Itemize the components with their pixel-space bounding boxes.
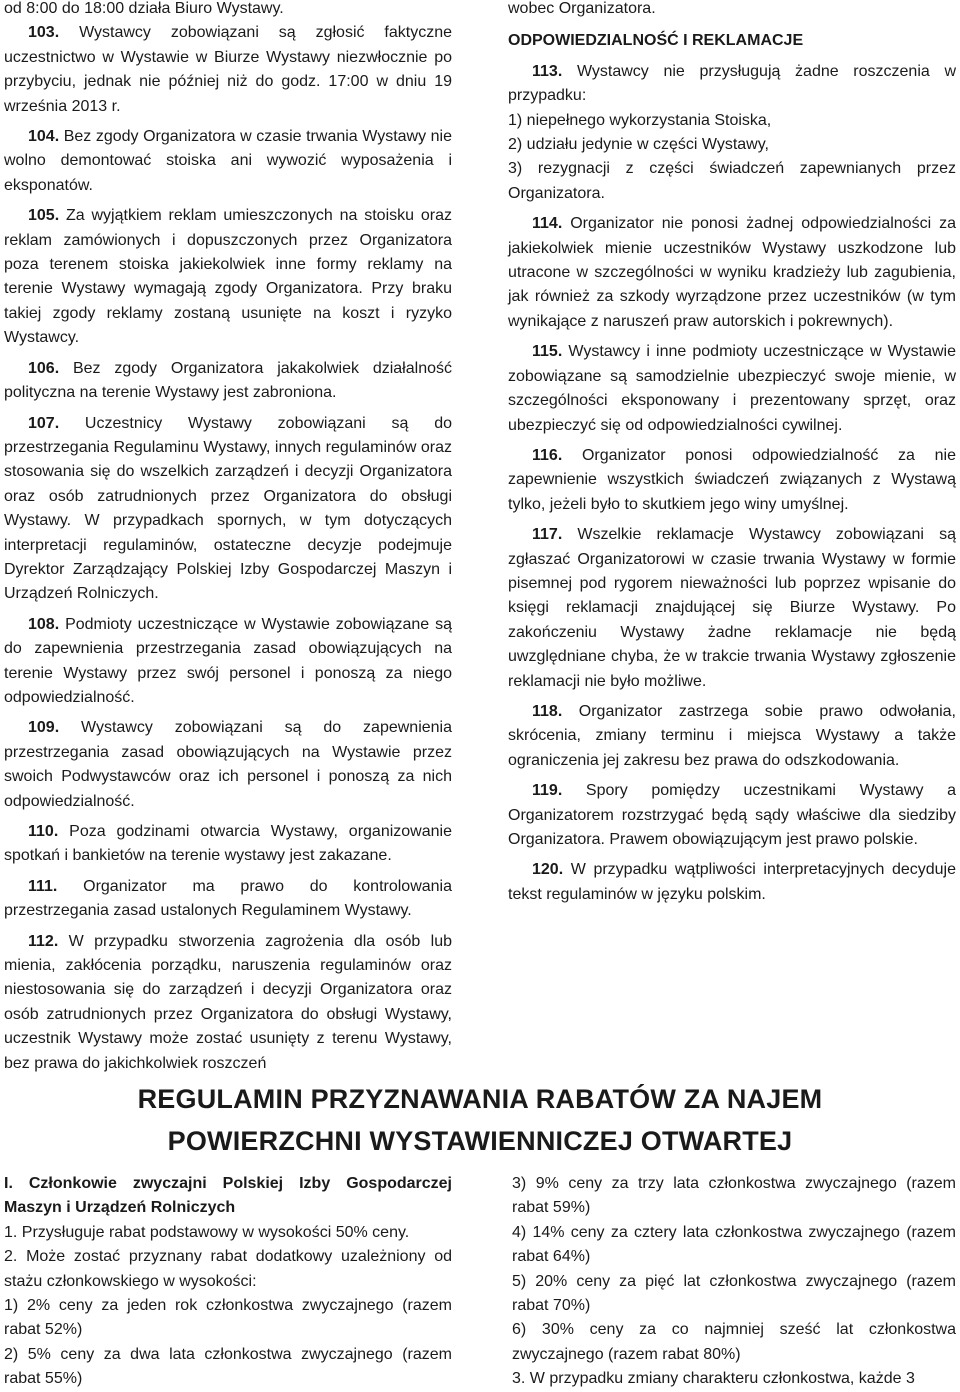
paragraph-number: 106. bbox=[28, 359, 60, 377]
paragraph-120 bbox=[508, 858, 956, 907]
discount-section-left bbox=[4, 1172, 452, 1392]
paragraph-111 bbox=[4, 875, 452, 924]
list-item: 2) udziału jedynie w części Wystawy, bbox=[508, 136, 769, 154]
right-column bbox=[508, 0, 956, 913]
paragraph-number: 104. bbox=[28, 128, 60, 146]
paragraph-105 bbox=[4, 204, 452, 350]
paragraph-117 bbox=[508, 523, 956, 694]
title-line-2: POWIERZCHNI WYSTAWIENNICZEJ OTWARTEJ bbox=[167, 1126, 793, 1156]
paragraph-text: Bez zgody Organizatora jakakolwiek działalność polityczna na terenie Wystawy jest zabroniona. bbox=[4, 359, 452, 402]
paragraph-text: Poza godzinami otwarcia Wystawy, organizowanie spotkań i bankietów na terenie wystawy jest zakazane. bbox=[4, 823, 452, 865]
paragraph-116 bbox=[508, 444, 956, 517]
right-intro: wobec Organizatora. bbox=[508, 0, 656, 17]
title-line-1: REGULAMIN PRZYZNAWANIA RABATÓW ZA NAJEM bbox=[137, 1084, 823, 1114]
paragraph-103 bbox=[4, 21, 452, 119]
paragraph-text: Wystawcy i inne podmioty uczestniczące w Wystawie zobowiązane są samodzielnie ubezpieczyć swoje mienie, w szczególności eksponowany i prezentowany sprzęt, oraz ubezpieczyć się od odpowiedzialności cywilnej. bbox=[508, 343, 956, 434]
paragraph-text: Uczestnicy Wystawy zobowiązani są do przestrzegania Regulaminu Wystawy, innych regulaminów oraz stosowania się do wszelkich zarządzeń i decyzji Organizatora oraz osób zatrudnionych przez Organizatora do obsługi Wystawy. W przypadkach spornych, w tym dotyczących interpretacji regulaminów, ostateczne decyzje podejmuje Dyrektor Zarządzający Polskiej Izby Gospodarczej Maszyn i Urządzeń Rolniczych. bbox=[4, 414, 452, 603]
list-item: 4) 14% ceny za cztery lata członkostwa zwyczajnego (razem rabat 64%) bbox=[512, 1223, 956, 1266]
paragraph-text: W przypadku stworzenia zagrożenia dla osób lub mienia, zakłócenia porządku, naruszenia regulaminów oraz niestosowania się do zarządzeń i decyzji Organizatora oraz osób zatrudnionych przez Organizatora do obsługi Wystawy, uczestnik Wystawy może zostać usunięty z terenu Wystawy, bez prawa do jakichkolwiek roszczeń bbox=[4, 932, 452, 1072]
paragraph-112 bbox=[4, 930, 452, 1076]
paragraph-119 bbox=[508, 779, 956, 852]
paragraph-number: 117. bbox=[532, 526, 563, 544]
paragraph-text: Wystawcy nie przysługują żadne roszczenia w przypadku: bbox=[508, 62, 956, 105]
paragraph-text: Organizator nie ponosi żadnej odpowiedzialności za jakiekolwiek mienie uczestników Wystawy uszkodzone lub utracone w szczególności w wyniku kradzieży lub zagubienia, jak również za szkody wyrządzone przez uczestników (w tym wynikające z naruszeń praw autorskich i pokrewnych). bbox=[508, 215, 956, 330]
paragraph-number: 115. bbox=[532, 343, 563, 361]
section-heading: I. Członkowie zwyczajni Polskiej Izby Gospodarczej Maszyn i Urządzeń Rolniczych bbox=[4, 1175, 452, 1217]
paragraph-number: 112. bbox=[28, 932, 59, 950]
paragraph-number: 103. bbox=[28, 24, 60, 42]
paragraph-109 bbox=[4, 716, 452, 814]
paragraph-text: Podmioty uczestniczące w Wystawie zobowiązane są do zapewnienia przestrzegania zasad obowiązujących na terenie Wystawy przez swój personel i ponoszą za niego odpowiedzialność. bbox=[4, 615, 452, 706]
paragraph-number: 107. bbox=[28, 414, 60, 432]
paragraph-text: Wystawcy zobowiązani są do zapewnienia przestrzegania zasad obowiązujących na Wystawie przez swoich Podwystawców oraz ich personel i ponoszą za nich odpowiedzialność. bbox=[4, 719, 452, 810]
paragraph-110 bbox=[4, 820, 452, 869]
left-column bbox=[4, 0, 452, 1082]
document-title bbox=[0, 1078, 960, 1162]
paragraph-text: Organizator ma prawo do kontrolowania przestrzegania zasad ustalonych Regulaminem Wystawy. bbox=[4, 877, 453, 920]
section-heading: ODPOWIEDZIALNOŚĆ I REKLAMACJE bbox=[508, 32, 804, 50]
paragraph-number: 116. bbox=[532, 446, 563, 464]
list-item: 6) 30% ceny za co najmniej sześć lat członkostwa zwyczajnego (razem rabat 80%) bbox=[512, 1321, 956, 1363]
paragraph-number: 119. bbox=[532, 782, 563, 800]
paragraph-text: Wszelkie reklamacje Wystawcy zobowiązani są zgłaszać Organizatorowi w czasie trwania Wystawy w formie pisemnej pod rygorem nieważności lub poprzez wpisanie do księgi reklamacji znajdującej się Biurze Wystawy. Po zakończeniu Wystawy żadne reklamacje nie będą uwzględniane chyba, że w trakcie trwania Wystawy zgłoszenie reklamacji nie było możliwe. bbox=[508, 526, 956, 690]
paragraph-number: 118. bbox=[532, 702, 563, 720]
paragraph-114 bbox=[508, 212, 956, 334]
discount-section-right bbox=[512, 1172, 956, 1392]
list-item: 2) 5% ceny za dwa lata członkostwa zwyczajnego (razem rabat 55%) bbox=[4, 1345, 452, 1388]
paragraph-text: Spory pomiędzy uczestnikami Wystawy a Organizatorem rozstrzygać będą sądy właściwe dla siedziby Organizatora. Prawem obowiązującym jest prawo polskie. bbox=[508, 782, 956, 848]
list-item: 1) 2% ceny za jeden rok członkostwa zwyczajnego (razem rabat 52%) bbox=[4, 1297, 452, 1339]
list-item: 3. W przypadku zmiany charakteru członkostwa, każde 3 bbox=[512, 1370, 915, 1388]
list-item: 3) 9% ceny za trzy lata członkostwa zwyczajnego (razem rabat 59%) bbox=[512, 1175, 956, 1217]
paragraph-104 bbox=[4, 125, 452, 198]
paragraph-113 bbox=[508, 60, 956, 109]
paragraph-number: 120. bbox=[532, 861, 564, 879]
paragraph-text: Bez zgody Organizatora w czasie trwania Wystawy nie wolno demontować stoiska ani wywozić wyposażenia i eksponatów. bbox=[4, 128, 452, 194]
list-item: 2. Może zostać przyznany rabat dodatkowy uzależniony od stażu członkowskiego w wysokości: bbox=[4, 1248, 452, 1290]
paragraph-118 bbox=[508, 700, 956, 773]
paragraph-text: Organizator zastrzega sobie prawo odwołania, skrócenia, zmiany terminu i miejsca Wystawy a także ograniczenia jej zakresu bez prawa do odszkodowania. bbox=[508, 702, 956, 769]
paragraph-text: Za wyjątkiem reklam umieszczonych na stoisku oraz reklam zamówionych i dopuszczonych przez Organizatora poza terenem stoiska jakiekolwiek inne formy reklamy na terenie Wystawy wymagają zgody Organizatora. Przy braku takiej zgody reklamy zostaną usunięte na koszt i ryzyko Wystawcy. bbox=[4, 207, 452, 347]
paragraph-108 bbox=[4, 613, 452, 711]
paragraph-text: Wystawcy zobowiązani są zgłosić faktyczne uczestnictwo w Wystawie w Biurze Wystawy niezwłocznie po przybyciu, jednak nie później niż do godz. 17:00 w dniu 19 września 2013 r. bbox=[4, 24, 452, 115]
paragraph-107 bbox=[4, 412, 452, 607]
paragraph-115 bbox=[508, 340, 956, 438]
paragraph-number: 108. bbox=[28, 615, 60, 633]
list-item: 1) niepełnego wykorzystania Stoiska, bbox=[508, 111, 772, 129]
list-item: 3) rezygnacji z części świadczeń zapewnianych przez Organizatora. bbox=[508, 160, 956, 202]
paragraph-number: 113. bbox=[532, 62, 563, 80]
paragraph-number: 111. bbox=[28, 877, 58, 895]
paragraph-number: 105. bbox=[28, 207, 60, 225]
paragraph-106 bbox=[4, 357, 452, 406]
paragraph-text: Organizator ponosi odpowiedzialność za nie zapewnienie wszystkich świadczeń związanych z Wystawą tylko, jeżeli było to skutkiem jego winy umyślnej. bbox=[508, 446, 956, 513]
left-intro: od 8:00 do 18:00 działa Biuro Wystawy. bbox=[4, 0, 284, 17]
paragraph-number: 109. bbox=[28, 719, 60, 737]
paragraph-text: W przypadku wątpliwości interpretacyjnych decyduje tekst regulaminów w języku polskim. bbox=[508, 861, 956, 903]
paragraph-number: 114. bbox=[532, 215, 563, 233]
paragraph-number: 110. bbox=[28, 823, 59, 840]
list-item: 5) 20% ceny za pięć lat członkostwa zwyczajnego (razem rabat 70%) bbox=[512, 1272, 956, 1315]
list-item: 1. Przysługuje rabat podstawowy w wysokości 50% ceny. bbox=[4, 1223, 410, 1241]
